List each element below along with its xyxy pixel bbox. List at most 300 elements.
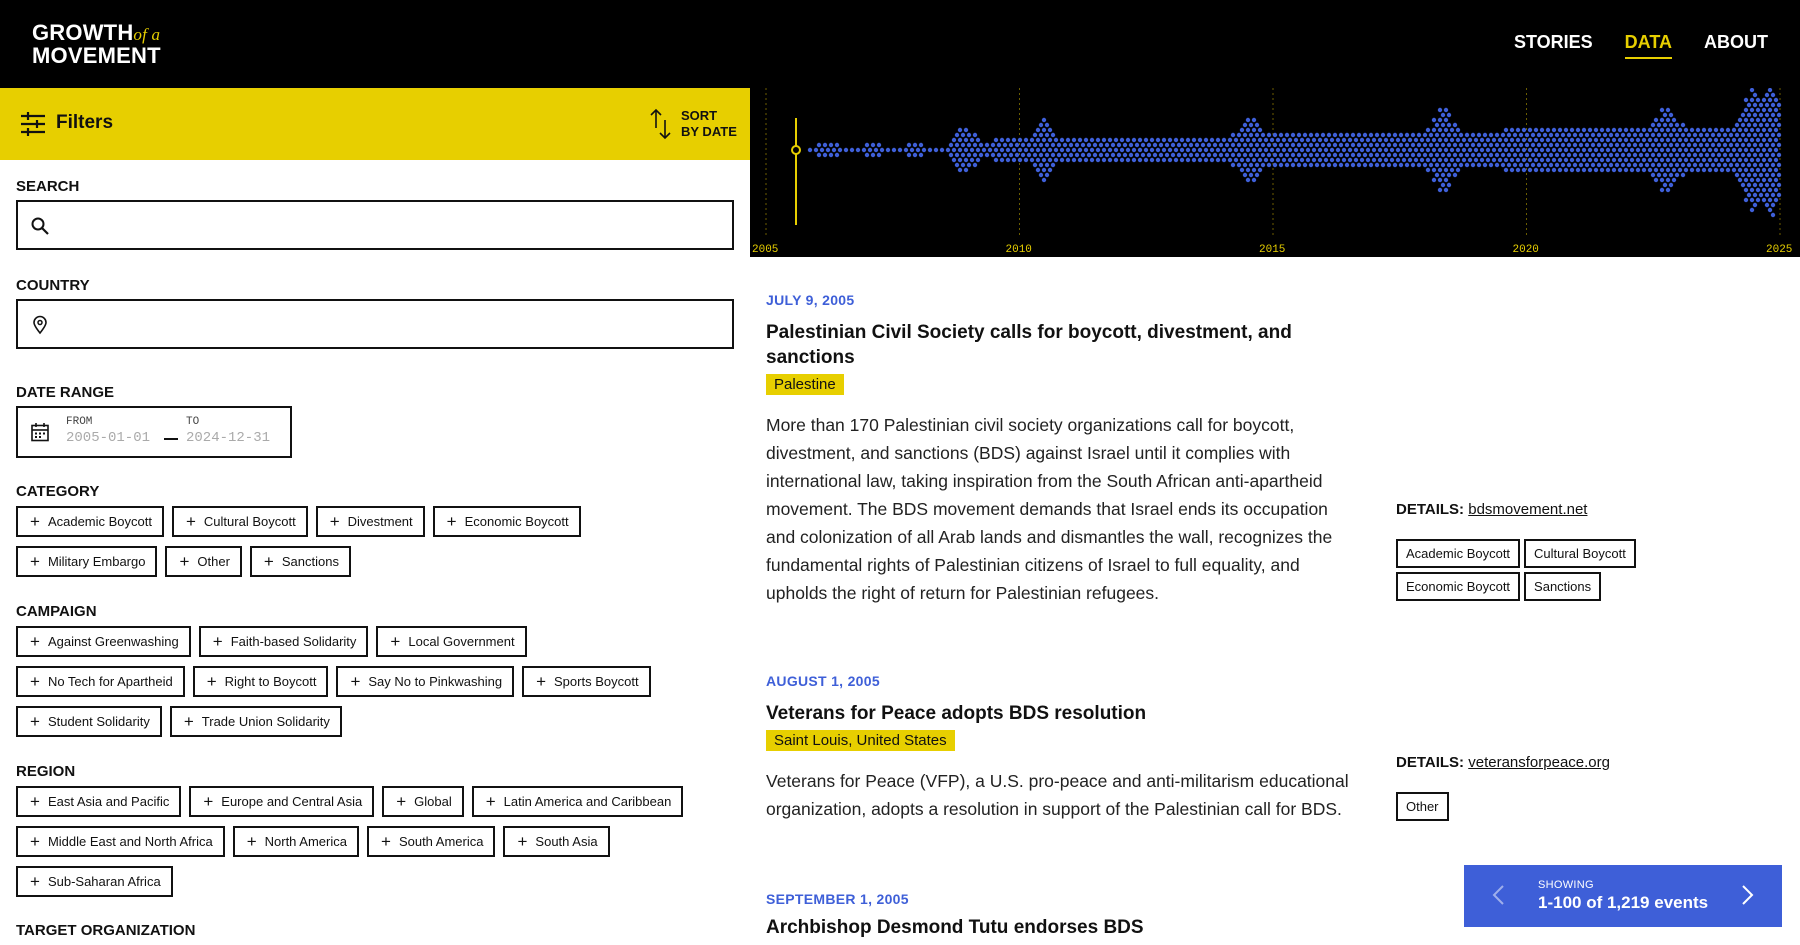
timeline-event-dot [1729, 163, 1733, 167]
event-location-badge[interactable]: Palestine [766, 374, 844, 395]
timeline-event-dot [1405, 153, 1409, 157]
timeline-event-dot [1171, 143, 1175, 147]
timeline-event-dot [1639, 143, 1643, 147]
timeline-event-dot [1432, 148, 1436, 152]
event-details [1396, 501, 1587, 518]
region-chip[interactable]: + Sub-Saharan Africa [16, 866, 173, 897]
timeline-event-dot [1480, 148, 1484, 152]
timeline-event-dot [1603, 143, 1607, 147]
timeline-event-dot [1060, 138, 1064, 142]
search-input[interactable] [64, 210, 714, 240]
details-link[interactable]: veteransforpeace.org [1468, 754, 1610, 771]
timeline-event-dot [1654, 148, 1658, 152]
event-item [766, 292, 1356, 607]
timeline-event-dot [1732, 138, 1736, 142]
timeline-event-dot [1441, 133, 1445, 137]
timeline-event-dot [1033, 153, 1037, 157]
timeline-event-dot [1297, 133, 1301, 137]
timeline-event-dot [1660, 178, 1664, 182]
timeline-event-dot [1747, 183, 1751, 187]
timeline-event-dot [1132, 138, 1136, 142]
date-to[interactable] [186, 416, 270, 446]
timeline-event-dot [1663, 183, 1667, 187]
event-title[interactable]: Veterans for Peace adopts BDS resolution [766, 703, 1147, 724]
timeline-event-dot [1531, 143, 1535, 147]
timeline-event-dot [1045, 123, 1049, 127]
timeline-event-dot [1777, 183, 1781, 187]
timeline-event-dot [1741, 143, 1745, 147]
timeline-event-dot [1645, 133, 1649, 137]
timeline-event-dot [1735, 123, 1739, 127]
details-link[interactable]: bdsmovement.net [1468, 501, 1588, 518]
timeline-event-dot [1525, 143, 1529, 147]
timeline-event-dot [1174, 158, 1178, 162]
timeline-event-dot [1045, 143, 1049, 147]
timeline-event-dot [1198, 158, 1202, 162]
timeline-event-dot [1597, 133, 1601, 137]
timeline-event-dot [1246, 158, 1250, 162]
category-chip[interactable]: + Other [165, 546, 241, 577]
timeline-event-dot [1705, 133, 1709, 137]
timeline-event-dot [1771, 123, 1775, 127]
timeline-event-dot [1444, 118, 1448, 122]
site-logo[interactable]: GROWTHof a MOVEMENT [32, 20, 161, 68]
timeline-event-dot [862, 148, 866, 152]
campaign-chip[interactable]: + Say No to Pinkwashing [336, 666, 514, 697]
timeline-event-dot [1774, 168, 1778, 172]
country-input[interactable] [64, 309, 714, 339]
timeline-event-dot [1051, 133, 1055, 137]
timeline-event-dot [1468, 148, 1472, 152]
timeline-event-dot [1471, 163, 1475, 167]
timeline-event-dot [1414, 148, 1418, 152]
timeline-event-dot [1501, 133, 1505, 137]
event-tag[interactable]: Economic Boycott [1396, 572, 1520, 601]
category-chip[interactable]: + Economic Boycott [433, 506, 581, 537]
timeline-event-dot [1183, 153, 1187, 157]
timeline-event-dot [1357, 133, 1361, 137]
event-tag[interactable]: Academic Boycott [1396, 539, 1520, 568]
timeline-event-dot [940, 148, 944, 152]
search-icon [30, 216, 50, 236]
timeline-event-dot [952, 158, 956, 162]
region-chip[interactable]: + North America [233, 826, 359, 857]
campaign-chip[interactable]: + Right to Boycott [193, 666, 329, 697]
timeline-event-dot [1036, 158, 1040, 162]
timeline-event-dot [1228, 148, 1232, 152]
region-chip[interactable]: + East Asia and Pacific [16, 786, 181, 817]
filters-title[interactable]: Filters [56, 112, 114, 133]
timeline-event-dot [829, 143, 833, 147]
timeline-event-dot [1588, 128, 1592, 132]
timeline-event-dot [1375, 133, 1379, 137]
timeline-event-dot [1069, 143, 1073, 147]
timeline-event-dot [1738, 148, 1742, 152]
timeline-event-dot [1303, 163, 1307, 167]
timeline-event-dot [1489, 133, 1493, 137]
timeline-event-dot [1057, 143, 1061, 147]
timeline-event-dot [1663, 143, 1667, 147]
timeline-event-dot [1429, 163, 1433, 167]
timeline-event-dot [928, 148, 932, 152]
timeline-event-dot [1771, 113, 1775, 117]
timeline-event-dot [1579, 133, 1583, 137]
timeline-event-dot [1765, 153, 1769, 157]
category-chips-row-1 [16, 506, 581, 537]
chevron-left-icon[interactable] [1490, 883, 1508, 907]
sort-label-2: BY DATE [681, 124, 737, 139]
timeline-event-dot [1150, 158, 1154, 162]
timeline-event-dot [1258, 148, 1262, 152]
timeline-event-dot [1156, 148, 1160, 152]
timeline-event-dot [1345, 163, 1349, 167]
timeline-event-dot [1627, 163, 1631, 167]
timeline-event-dot [1054, 158, 1058, 162]
timeline-event-dot [1348, 148, 1352, 152]
timeline-event-dot [1417, 163, 1421, 167]
timeline-event-dot [1564, 128, 1568, 132]
category-chip[interactable]: + Divestment [316, 506, 425, 537]
timeline-event-dot [1762, 188, 1766, 192]
timeline-event-dot [958, 168, 962, 172]
timeline-event-dot [1012, 148, 1016, 152]
timeline-event-dot [1423, 143, 1427, 147]
region-chip[interactable]: + Latin America and Caribbean [472, 786, 684, 817]
timeline-event-dot [910, 148, 914, 152]
timeline-event-dot [970, 148, 974, 152]
timeline-event-dot [1720, 148, 1724, 152]
timeline-event-dot [1732, 128, 1736, 132]
date-from[interactable] [66, 416, 150, 446]
timeline-event-dot [1633, 133, 1637, 137]
nav-data[interactable]: DATA [1625, 32, 1672, 59]
timeline-event-dot [1606, 148, 1610, 152]
campaign-chip[interactable]: + Faith-based Solidarity [199, 626, 369, 657]
timeline-event-dot [1441, 153, 1445, 157]
timeline-event-dot [1627, 143, 1631, 147]
timeline-event-dot [1444, 178, 1448, 182]
timeline-event-dot [1408, 158, 1412, 162]
timeline-event-dot [973, 143, 977, 147]
timeline-event-dot [1345, 133, 1349, 137]
timeline-event-dot [1309, 153, 1313, 157]
timeline-event-dot [1573, 133, 1577, 137]
event-details [1396, 754, 1610, 771]
timeline-event-dot [1138, 158, 1142, 162]
timeline-event-dot [1246, 168, 1250, 172]
timeline-event-dot [1600, 168, 1604, 172]
timeline-event-dot [1135, 143, 1139, 147]
timeline-event-dot [1522, 138, 1526, 142]
timeline-event-dot [1768, 188, 1772, 192]
timeline-event-dot [1399, 163, 1403, 167]
timeline-event-dot [1573, 153, 1577, 157]
timeline-event-dot [1648, 128, 1652, 132]
timeline-event-dot [1279, 163, 1283, 167]
timeline-event-dot [1369, 163, 1373, 167]
timeline-event-dot [1597, 163, 1601, 167]
timeline-event-dot [1567, 163, 1571, 167]
timeline-event-dot [1504, 128, 1508, 132]
timeline-event-dot [1747, 193, 1751, 197]
timeline-event-dot [1300, 138, 1304, 142]
date-from-input[interactable]: 2005-01-01 [66, 430, 151, 446]
timeline-event-dot [1375, 163, 1379, 167]
timeline-event-dot [1240, 148, 1244, 152]
timeline-event-dot [1582, 168, 1586, 172]
timeline-event-dot [1249, 163, 1253, 167]
category-chip[interactable]: + Sanctions [250, 546, 351, 577]
timeline-event-dot [1441, 163, 1445, 167]
timeline-event-dot [1378, 158, 1382, 162]
timeline-event-dot [1033, 143, 1037, 147]
category-chip[interactable]: + Cultural Boycott [172, 506, 308, 537]
timeline-event-dot [1669, 163, 1673, 167]
timeline-event-dot [1678, 148, 1682, 152]
timeline-event-dot [961, 143, 965, 147]
event-location-badge[interactable]: Saint Louis, United States [766, 730, 955, 751]
nav-stories[interactable]: STORIES [1513, 32, 1593, 52]
country-field[interactable] [16, 299, 734, 349]
timeline-event-dot [1303, 143, 1307, 147]
region-chip[interactable]: + Global [382, 786, 464, 817]
chevron-right-icon[interactable] [1738, 883, 1756, 907]
timeline-event-dot [1036, 128, 1040, 132]
timeline-event-dot [1252, 128, 1256, 132]
event-tag[interactable]: Cultural Boycott [1524, 539, 1636, 568]
category-chip[interactable]: + Military Embargo [16, 546, 157, 577]
timeline-event-dot [961, 133, 965, 137]
timeline-event-dot [913, 143, 917, 147]
timeline-event-dot [1687, 133, 1691, 137]
campaign-chips-row-2 [16, 666, 651, 697]
timeline-event-dot [1360, 138, 1364, 142]
timeline-event-dot [1384, 148, 1388, 152]
campaign-chip[interactable]: + Trade Union Solidarity [170, 706, 342, 737]
timeline-event-dot [1636, 158, 1640, 162]
plus-icon: + [30, 632, 40, 651]
region-chip[interactable]: + Middle East and North Africa [16, 826, 225, 857]
timeline-event-dot [1672, 178, 1676, 182]
details-label: DETAILS: [1396, 754, 1465, 771]
plus-icon: + [212, 632, 223, 651]
timeline-event-dot [1774, 178, 1778, 182]
timeline-event-dot [1741, 153, 1745, 157]
timeline-event-dot [1471, 153, 1475, 157]
event-timeline[interactable] [750, 88, 1800, 257]
timeline-event-dot [1624, 168, 1628, 172]
filters-icon[interactable] [20, 112, 46, 136]
timeline-event-dot [1042, 168, 1046, 172]
timeline-event-dot [1066, 138, 1070, 142]
timeline-event-dot [1213, 153, 1217, 157]
timeline-event-dot [1699, 143, 1703, 147]
timeline-event-dot [1738, 158, 1742, 162]
campaign-chip[interactable]: + Local Government [376, 626, 526, 657]
timeline-event-dot [1381, 153, 1385, 157]
timeline-event-dot [1246, 148, 1250, 152]
timeline-event-dot [1432, 128, 1436, 132]
timeline-event-dot [1006, 138, 1010, 142]
timeline-event-dot [1072, 158, 1076, 162]
timeline-event-dot [1762, 168, 1766, 172]
timeline-event-dot [1678, 128, 1682, 132]
campaign-chip[interactable]: + Sports Boycott [522, 666, 650, 697]
timeline-event-dot [1351, 153, 1355, 157]
timeline-event-dot [1444, 138, 1448, 142]
event-tag[interactable]: Sanctions [1524, 572, 1601, 601]
region-chip[interactable]: + Europe and Central Asia [189, 786, 374, 817]
timeline-event-dot [1597, 143, 1601, 147]
event-title[interactable]: Archbishop Desmond Tutu endorses BDS [766, 917, 1144, 938]
timeline-event-dot [1114, 148, 1118, 152]
timeline-event-dot [1042, 138, 1046, 142]
timeline-event-dot [1315, 133, 1319, 137]
timeline-event-dot [1726, 158, 1730, 162]
timeline-event-dot [1318, 148, 1322, 152]
timeline-event-dot [1414, 158, 1418, 162]
timeline-event-dot [1717, 133, 1721, 137]
timeline-event-dot [1726, 168, 1730, 172]
timeline-event-dot [1555, 153, 1559, 157]
timeline-event-dot [1096, 158, 1100, 162]
timeline-event-dot [1252, 118, 1256, 122]
timeline-event-dot [1717, 143, 1721, 147]
region-chip[interactable]: + South America [367, 826, 495, 857]
timeline-event-dot [1297, 153, 1301, 157]
timeline-event-dot [1333, 163, 1337, 167]
timeline-event-dot [1777, 173, 1781, 177]
timeline-event-dot [1579, 163, 1583, 167]
timeline-event-dot [1321, 143, 1325, 147]
campaign-chip[interactable]: + Against Greenwashing [16, 626, 191, 657]
timeline-event-dot [1561, 143, 1565, 147]
timeline-event-dot [1531, 163, 1535, 167]
timeline-event-dot [1066, 148, 1070, 152]
timeline-event-dot [1252, 138, 1256, 142]
timeline-event-dot [1396, 158, 1400, 162]
nav-about[interactable]: ABOUT [1704, 32, 1768, 52]
timeline-event-dot [1762, 158, 1766, 162]
timeline-event-dot [1663, 173, 1667, 177]
region-chip[interactable]: + South Asia [503, 826, 609, 857]
timeline-event-dot [1087, 153, 1091, 157]
timeline-event-dot [1438, 118, 1442, 122]
timeline-event-dot [1456, 168, 1460, 172]
timeline-event-dot [970, 138, 974, 142]
timeline-event-dot [1462, 148, 1466, 152]
timeline-event-dot [1372, 138, 1376, 142]
timeline-event-dot [1453, 123, 1457, 127]
timeline-event-dot [1210, 148, 1214, 152]
category-chip[interactable]: + Academic Boycott [16, 506, 164, 537]
timeline-event-dot [1768, 128, 1772, 132]
timeline-event-dot [1636, 168, 1640, 172]
timeline-event-dot [1660, 108, 1664, 112]
timeline-event-dot [1348, 158, 1352, 162]
timeline-event-dot [1273, 133, 1277, 137]
event-item [766, 673, 1356, 823]
timeline-event-dot [1597, 153, 1601, 157]
timeline-event-dot [1720, 158, 1724, 162]
date-to-input[interactable]: 2024-12-31 [186, 430, 271, 446]
sort-by-date-button[interactable] [648, 108, 748, 142]
timeline-event-dot [1426, 158, 1430, 162]
timeline-event-dot [1051, 163, 1055, 167]
date-range-field[interactable] [16, 406, 292, 458]
timeline-event-dot [1648, 148, 1652, 152]
timeline-event-dot [1423, 133, 1427, 137]
timeline-event-dot [1435, 163, 1439, 167]
timeline-event-dot [1198, 148, 1202, 152]
timeline-event-dot [1072, 138, 1076, 142]
campaign-chip[interactable]: + No Tech for Apartheid [16, 666, 185, 697]
timeline-event-dot [1708, 148, 1712, 152]
timeline-event-dot [1684, 138, 1688, 142]
timeline-event-dot [1750, 128, 1754, 132]
timeline-event-dot [994, 148, 998, 152]
timeline-event-dot [1675, 153, 1679, 157]
timeline-event-dot [1282, 138, 1286, 142]
timeline-event-dot [1747, 123, 1751, 127]
timeline-event-dot [1546, 168, 1550, 172]
timeline-event-dot [1639, 163, 1643, 167]
timeline-event-dot [1663, 163, 1667, 167]
pager-range: 1-100 of 1,219 events [1538, 893, 1709, 912]
timeline-event-dot [1411, 143, 1415, 147]
timeline-event-dot [1564, 148, 1568, 152]
timeline-event-dot [1768, 158, 1772, 162]
plus-icon: + [30, 792, 40, 811]
timeline-event-dot [1510, 138, 1514, 142]
timeline-event-dot [1546, 158, 1550, 162]
timeline-event-dot [1594, 128, 1598, 132]
timeline-event-dot [1480, 158, 1484, 162]
timeline-event-dot [1240, 168, 1244, 172]
timeline-event-dot [1306, 158, 1310, 162]
timeline-event-dot [1753, 183, 1757, 187]
timeline-event-dot [961, 153, 965, 157]
timeline-event-dot [1261, 143, 1265, 147]
timeline-event-dot [1444, 158, 1448, 162]
timeline-event-dot [1297, 163, 1301, 167]
timeline-event-dot [1762, 138, 1766, 142]
search-field[interactable] [16, 200, 734, 250]
timeline-event-dot [1504, 158, 1508, 162]
timeline-event-dot [1039, 133, 1043, 137]
timeline-event-dot [1033, 163, 1037, 167]
search-label: SEARCH [16, 178, 80, 195]
timeline-event-dot [1438, 168, 1442, 172]
timeline-event-dot [1036, 148, 1040, 152]
timeline-event-dot [1765, 203, 1769, 207]
timeline-event-dot [1324, 158, 1328, 162]
timeline-event-dot [1369, 143, 1373, 147]
timeline-event-dot [1219, 143, 1223, 147]
campaign-chip[interactable]: + Student Solidarity [16, 706, 162, 737]
event-tag[interactable]: Other [1396, 792, 1449, 821]
timeline-event-dot [1204, 148, 1208, 152]
timeline-event-dot [1654, 138, 1658, 142]
timeline-event-dot [1501, 163, 1505, 167]
plus-icon: + [390, 632, 401, 651]
event-title[interactable]: Palestinian Civil Society calls for boycott, divestment, and sanctions [766, 322, 1292, 368]
timeline-event-dot [1615, 133, 1619, 137]
timeline-beeswarm[interactable] [750, 88, 1800, 257]
timeline-event-dot [1231, 163, 1235, 167]
timeline-event-dot [1768, 198, 1772, 202]
timeline-event-dot [1621, 153, 1625, 157]
